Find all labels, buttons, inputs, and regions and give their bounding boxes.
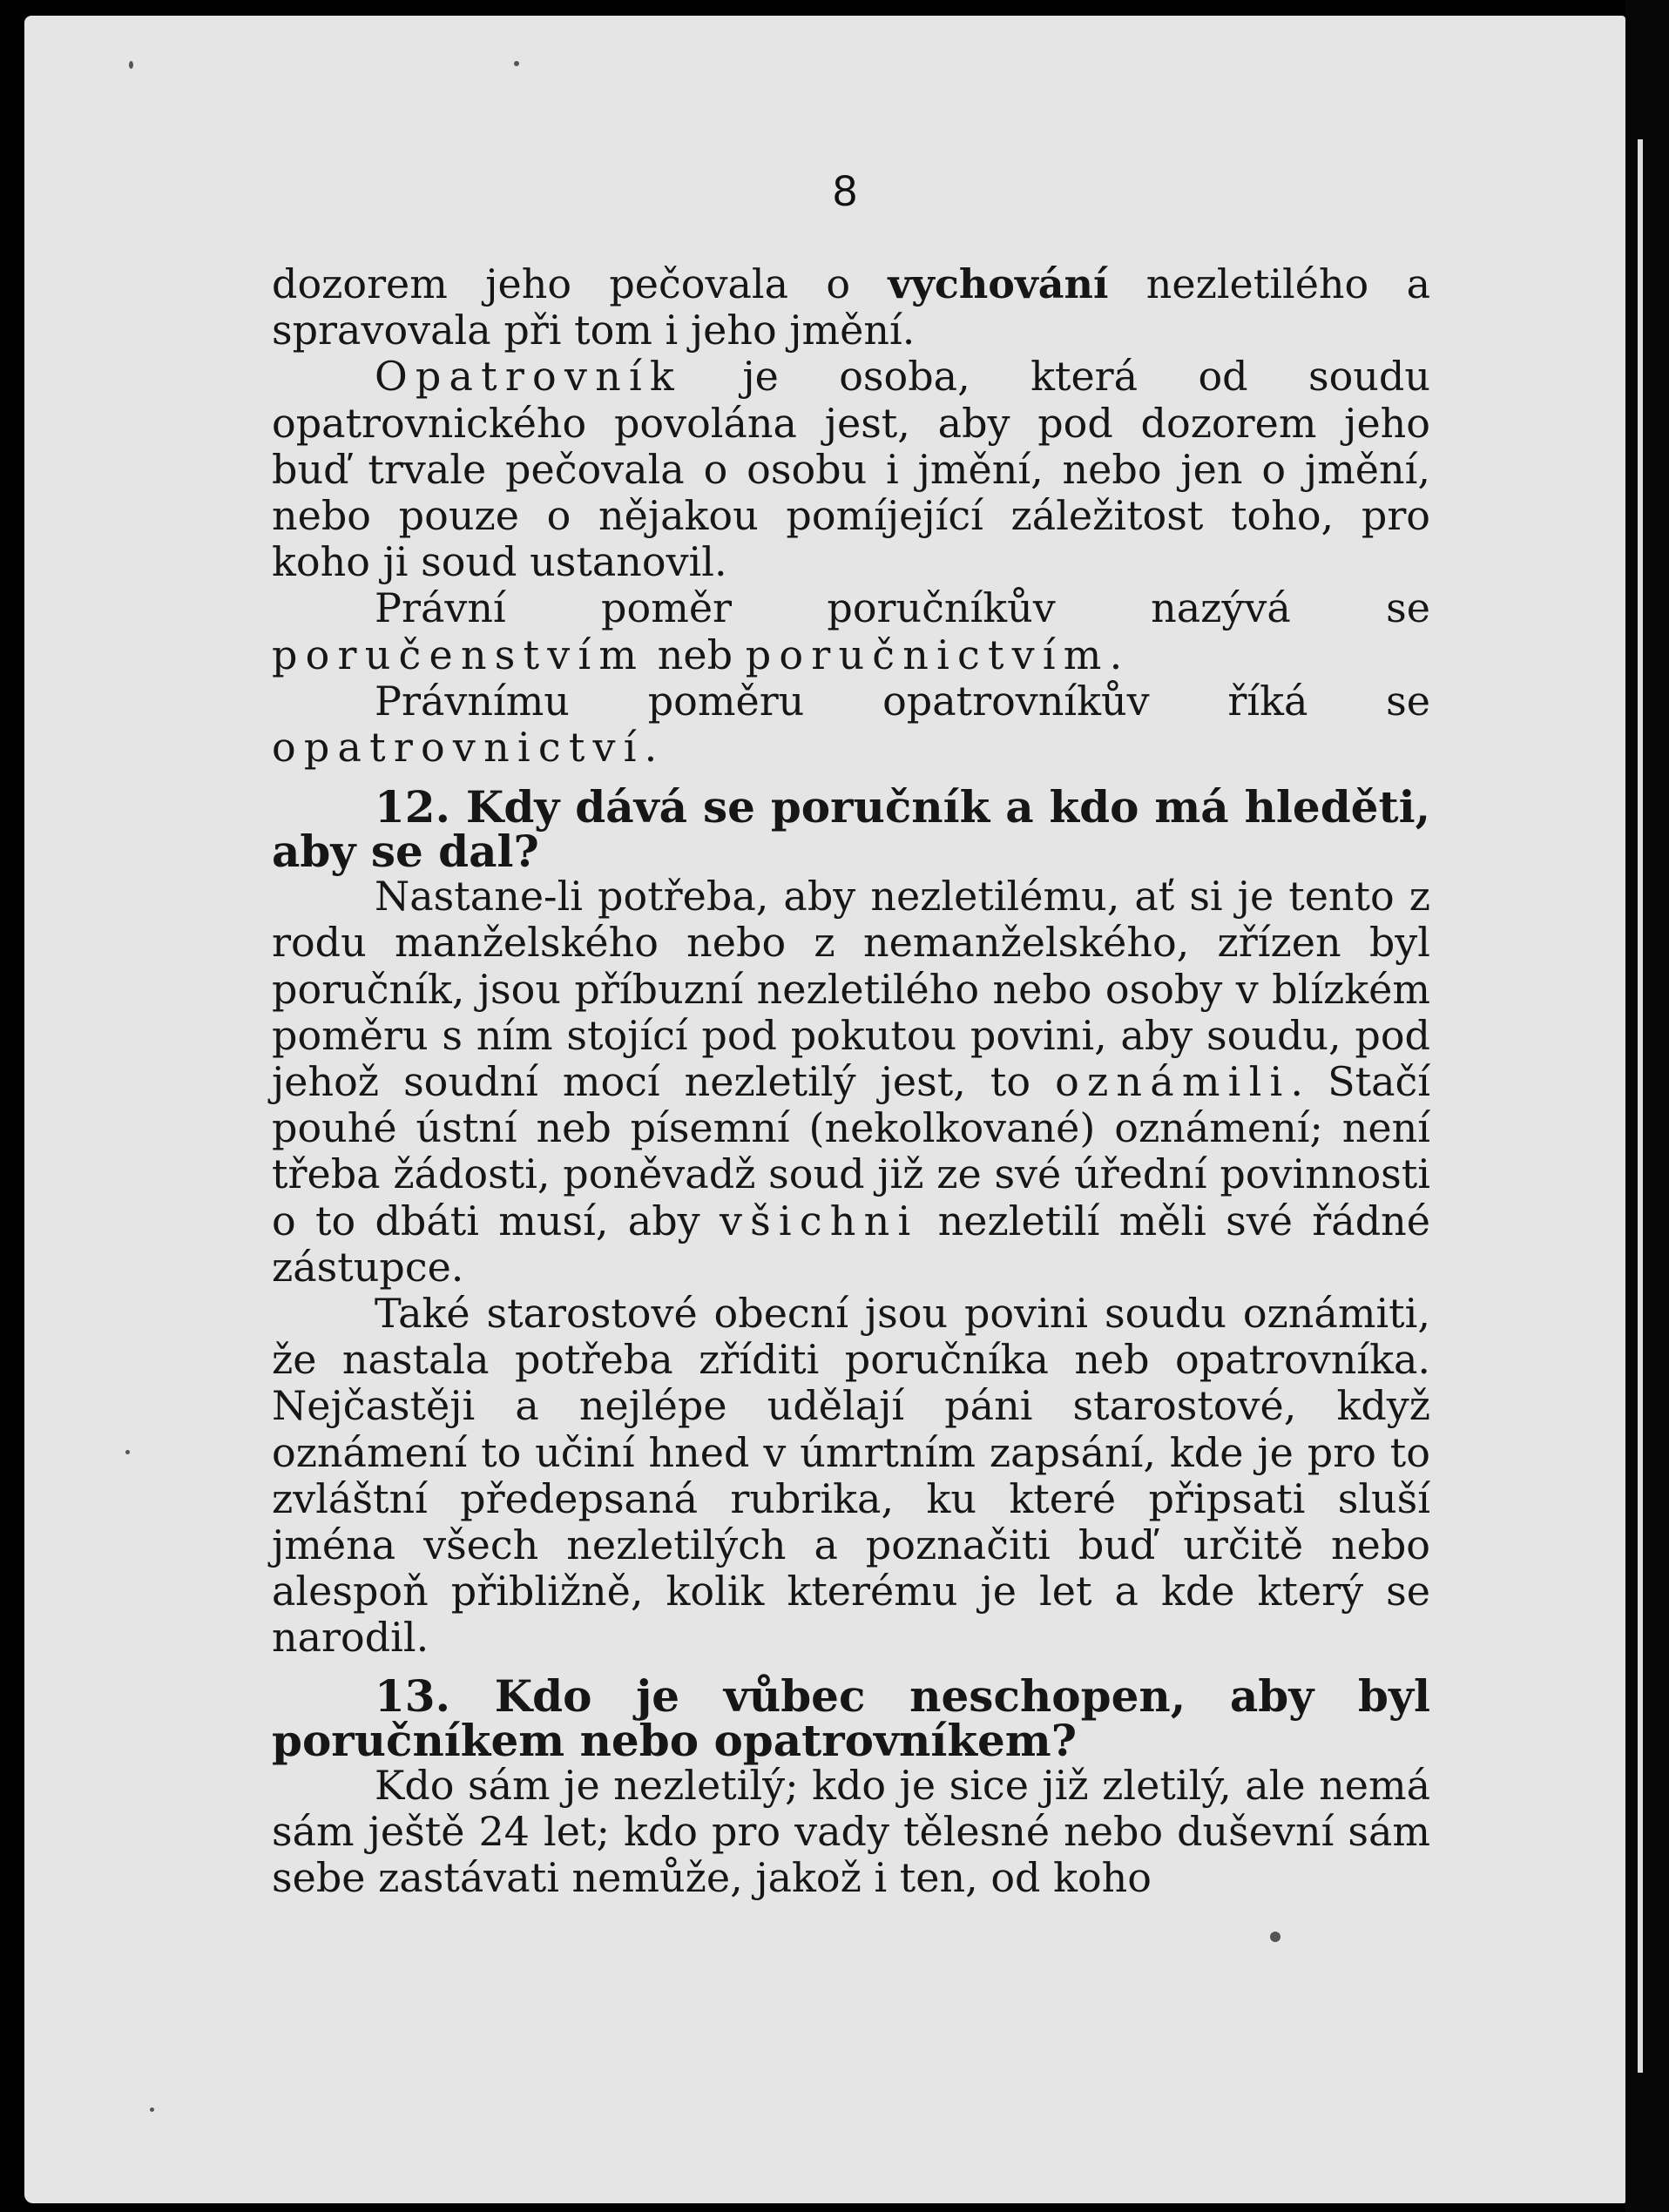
p1-text-b: nezletilého a spravovala při tom i jeho jmění.: [272, 260, 1430, 354]
p3-text-b: neb: [645, 631, 746, 678]
p5-text-b: . Stačí pouhé ústní neb písemní (nekolkované) oznámení; není třeba žádosti, poněvadž soud již ze své úřední povinnosti o to dbáti musí, aby: [272, 1058, 1430, 1244]
p5-term-1: oznámili: [1055, 1058, 1291, 1106]
p2-term: Opatrovník: [375, 353, 682, 401]
p5-text-c: nezletilí měli své řádné zástupce.: [272, 1197, 1431, 1291]
p4-text-a: Právnímu poměru opatrovníkův říká se: [375, 677, 1430, 725]
section-heading-12: 12. Kdy dává se poručník a kdo má hleděti, aby se dal?: [272, 781, 1430, 878]
paragraph-5: [272, 873, 1430, 1291]
p2-text: je osoba, která od soudu opatrovnického povolána jest, aby pod dozorem jeho buď trvale pečovala o osobu i jmění, nebo jen o jmění, nebo pouze o nějakou pomíjející záležitost toho, pro koho ji soud ustanovil.: [272, 353, 1430, 586]
p3-text-a: Právní poměr poručníkův nazývá se: [375, 584, 1430, 632]
spine-line: [1638, 139, 1643, 2073]
p5-term-2: všichni: [719, 1197, 919, 1244]
p3-term-1: poručenstvím: [272, 631, 645, 678]
section-heading-13: 13. Kdo je vůbec neschopen, aby byl poručníkem nebo opatrovníkem?: [272, 1669, 1430, 1766]
paragraph-4: [272, 678, 1430, 771]
scan-speck: [150, 2107, 154, 2112]
body-text: [272, 261, 1430, 1901]
scan-speck: [514, 61, 519, 66]
paragraph-1: [272, 261, 1430, 354]
paragraph-3: [272, 585, 1430, 678]
p1-emphasis: vychování: [888, 260, 1109, 307]
p1-text-a: dozorem jeho pečovala o: [272, 260, 889, 307]
scan-speck: [1270, 1932, 1280, 1942]
paragraph-7: Kdo sám je nezletilý; kdo je sice již zletilý, ale nemá sám ještě 24 let; kdo pro vady tělesné nebo duševní sám sebe zastávati nemůže, jakož i ten, od koho: [272, 1761, 1430, 1902]
scan-speck: [129, 61, 133, 69]
binding-edge: [1625, 0, 1669, 2212]
paragraph-2: [272, 354, 1430, 585]
scan-speck: [125, 1450, 130, 1454]
page-number: 8: [833, 166, 857, 215]
p3-text-c: .: [1109, 631, 1123, 678]
p3-term-2: poručnictvím: [745, 631, 1110, 678]
p4-text-b: .: [644, 724, 658, 772]
paragraph-6: Také starostové obecní jsou povini soudu oznámiti, že nastala potřeba zříditi poručníka neb opatrovníka. Nejčastěji a nejlépe udělají páni starostové, když oznámení to učiní hned v úmrtním zapsání, kde je pro to zvláštní předepsaná rubrika, ku které připsati sluší jména všech nezletilých a poznačiti buď určitě nebo alespoň přibližně, kolik kterému je let a kde který se narodil.: [272, 1290, 1430, 1662]
p4-term: opatrovnictví: [272, 724, 645, 772]
p5-text-a: Nastane-li potřeba, aby nezletilému, ať si je tento z rodu manželského nebo z nemanželského, zřízen byl poručník, jsou příbuzní nezletilého nebo osoby v blízkém poměru s ním stojící pod pokutou povini, aby soudu, pod jehož soudní mocí nezletilý jest, to: [272, 873, 1430, 1106]
